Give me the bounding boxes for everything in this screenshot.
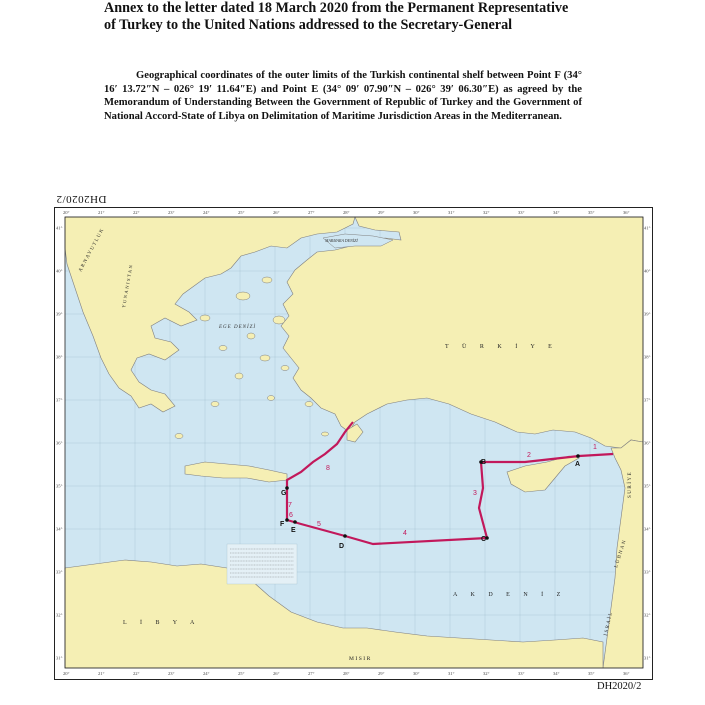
longitude-tick-label: 30° bbox=[413, 210, 420, 215]
longitude-tick-label: 32° bbox=[483, 210, 490, 215]
coordinates-table bbox=[227, 544, 297, 584]
latitude-tick-label: 32° bbox=[644, 612, 651, 618]
latitude-tick-label: 36° bbox=[56, 440, 63, 446]
latitude-tick-label: 37° bbox=[644, 397, 651, 403]
longitude-tick-label: 22° bbox=[133, 671, 140, 676]
longitude-tick-label: 35° bbox=[588, 671, 595, 676]
label-misir: MISIR bbox=[349, 656, 372, 662]
point-d-label: D bbox=[339, 543, 345, 550]
longitude-tick-label: 34° bbox=[553, 671, 560, 676]
latitude-tick-label: 33° bbox=[56, 569, 63, 575]
longitude-tick-label: 24° bbox=[203, 210, 210, 215]
latitude-tick-label: 33° bbox=[644, 569, 651, 575]
label-israil: İSRAİL bbox=[604, 610, 615, 637]
longitude-tick-label: 33° bbox=[518, 210, 525, 215]
latitude-tick-label: 38° bbox=[56, 354, 63, 360]
latitude-tick-label: 40° bbox=[644, 268, 651, 274]
latitude-tick-label: 35° bbox=[56, 483, 63, 489]
point-a-label: A bbox=[575, 461, 581, 468]
longitude-tick-label: 25° bbox=[238, 210, 245, 215]
label-turkiye: T Ü R K İ Y E bbox=[445, 344, 558, 350]
longitude-tick-label: 23° bbox=[168, 671, 175, 676]
longitude-tick-label: 36° bbox=[623, 671, 630, 676]
map-canvas bbox=[55, 208, 651, 678]
point-d-marker bbox=[343, 534, 347, 538]
map bbox=[54, 207, 653, 680]
latitude-tick-label: 37° bbox=[56, 397, 63, 403]
latitude-tick-label: 31° bbox=[644, 655, 651, 661]
segment-2-label: 2 bbox=[527, 452, 531, 459]
latitude-tick-label: 39° bbox=[644, 311, 651, 317]
longitude-tick-label: 29° bbox=[378, 671, 385, 676]
longitude-tick-label: 31° bbox=[448, 671, 455, 676]
longitude-tick-label: 29° bbox=[378, 210, 385, 215]
latitude-tick-label: 40° bbox=[56, 268, 63, 274]
point-e-label: E bbox=[291, 527, 296, 534]
longitude-tick-label: 36° bbox=[623, 210, 630, 215]
label-ege-denizi: EGE DENİZİ bbox=[219, 325, 257, 330]
latitude-ticks-right bbox=[644, 226, 651, 661]
segment-4-label: 4 bbox=[403, 530, 407, 537]
point-b-label: B bbox=[481, 459, 487, 466]
point-c-label: C bbox=[481, 536, 487, 543]
longitude-tick-label: 27° bbox=[308, 210, 315, 215]
longitude-tick-label: 25° bbox=[238, 671, 245, 676]
latitude-tick-label: 41° bbox=[644, 225, 651, 231]
point-g-label: G bbox=[281, 490, 287, 497]
longitude-tick-label: 32° bbox=[483, 671, 490, 676]
latitude-tick-label: 34° bbox=[644, 526, 651, 532]
longitude-tick-label: 26° bbox=[273, 671, 280, 676]
latitude-tick-label: 31° bbox=[56, 655, 63, 661]
segment-8-label: 8 bbox=[326, 465, 330, 472]
longitude-tick-label: 31° bbox=[448, 210, 455, 215]
segment-3-label: 3 bbox=[473, 490, 477, 497]
segment-5-label: 5 bbox=[317, 521, 321, 528]
label-akdeniz: A K D E N İ Z bbox=[453, 592, 567, 598]
label-yunanistan: YUNANISTAN bbox=[121, 263, 134, 309]
latitude-tick-label: 36° bbox=[644, 440, 651, 446]
longitude-tick-label: 28° bbox=[343, 671, 350, 676]
point-a-marker bbox=[576, 454, 580, 458]
longitude-tick-label: 27° bbox=[308, 671, 315, 676]
longitude-tick-label: 30° bbox=[413, 671, 420, 676]
longitude-tick-label: 21° bbox=[98, 671, 105, 676]
document-abstract: Geographical coordinates of the outer limits of the Turkish continental shelf between Point F (34° 16′ 13.72″N – 026° 19′ 11.64″E) and Point E (34° 09′ 07.90″N – 026° 39′ 06.30″E) as agreed by the Memorandum of Understanding Between the Government of Republic of Turkey and the Government of National Accord-State of Libya on Delimitation of Maritime Jurisdiction Areas in the Mediterranean. bbox=[104, 70, 582, 122]
longitude-tick-label: 28° bbox=[343, 210, 350, 215]
document-title: Annex to the letter dated 18 March 2020 from the Permanent Representative of Turkey to the United Nations addressed to the Secretary-General bbox=[104, 0, 569, 33]
latitude-tick-label: 41° bbox=[56, 225, 63, 231]
longitude-tick-label: 24° bbox=[203, 671, 210, 676]
segment-6-label: 6 bbox=[289, 512, 293, 519]
longitude-tick-label: 33° bbox=[518, 671, 525, 676]
latitude-tick-label: 34° bbox=[56, 526, 63, 532]
longitude-tick-label: 23° bbox=[168, 210, 175, 215]
longitude-tick-label: 20° bbox=[63, 210, 70, 215]
longitude-ticks-top bbox=[63, 210, 630, 215]
longitude-tick-label: 20° bbox=[63, 671, 70, 676]
latitude-tick-label: 39° bbox=[56, 311, 63, 317]
label-marmara: MARMARA DENİZİ bbox=[325, 238, 358, 243]
document-code: DH2020/2 bbox=[597, 681, 642, 692]
point-f-label: F bbox=[280, 521, 285, 528]
label-libya: L İ B Y A bbox=[123, 620, 201, 626]
longitude-tick-label: 26° bbox=[273, 210, 280, 215]
point-e-marker bbox=[293, 520, 297, 524]
longitude-tick-label: 21° bbox=[98, 210, 105, 215]
longitude-tick-label: 22° bbox=[133, 210, 140, 215]
latitude-tick-label: 35° bbox=[644, 483, 651, 489]
latitude-tick-label: 38° bbox=[644, 354, 651, 360]
document-code-inverted: DH2020/2 bbox=[56, 193, 107, 205]
label-lubnan: LÜBNAN bbox=[614, 538, 629, 569]
latitude-ticks-left bbox=[56, 226, 63, 661]
longitude-tick-label: 34° bbox=[553, 210, 560, 215]
longitude-tick-label: 35° bbox=[588, 210, 595, 215]
label-suriye: SURİYE bbox=[628, 470, 633, 498]
latitude-tick-label: 32° bbox=[56, 612, 63, 618]
segment-7-label: 7 bbox=[288, 502, 292, 509]
segment-1-label: 1 bbox=[593, 444, 597, 451]
longitude-ticks-bottom bbox=[63, 671, 630, 676]
label-arnavutluk: ARNAVUTLUK bbox=[78, 227, 106, 273]
